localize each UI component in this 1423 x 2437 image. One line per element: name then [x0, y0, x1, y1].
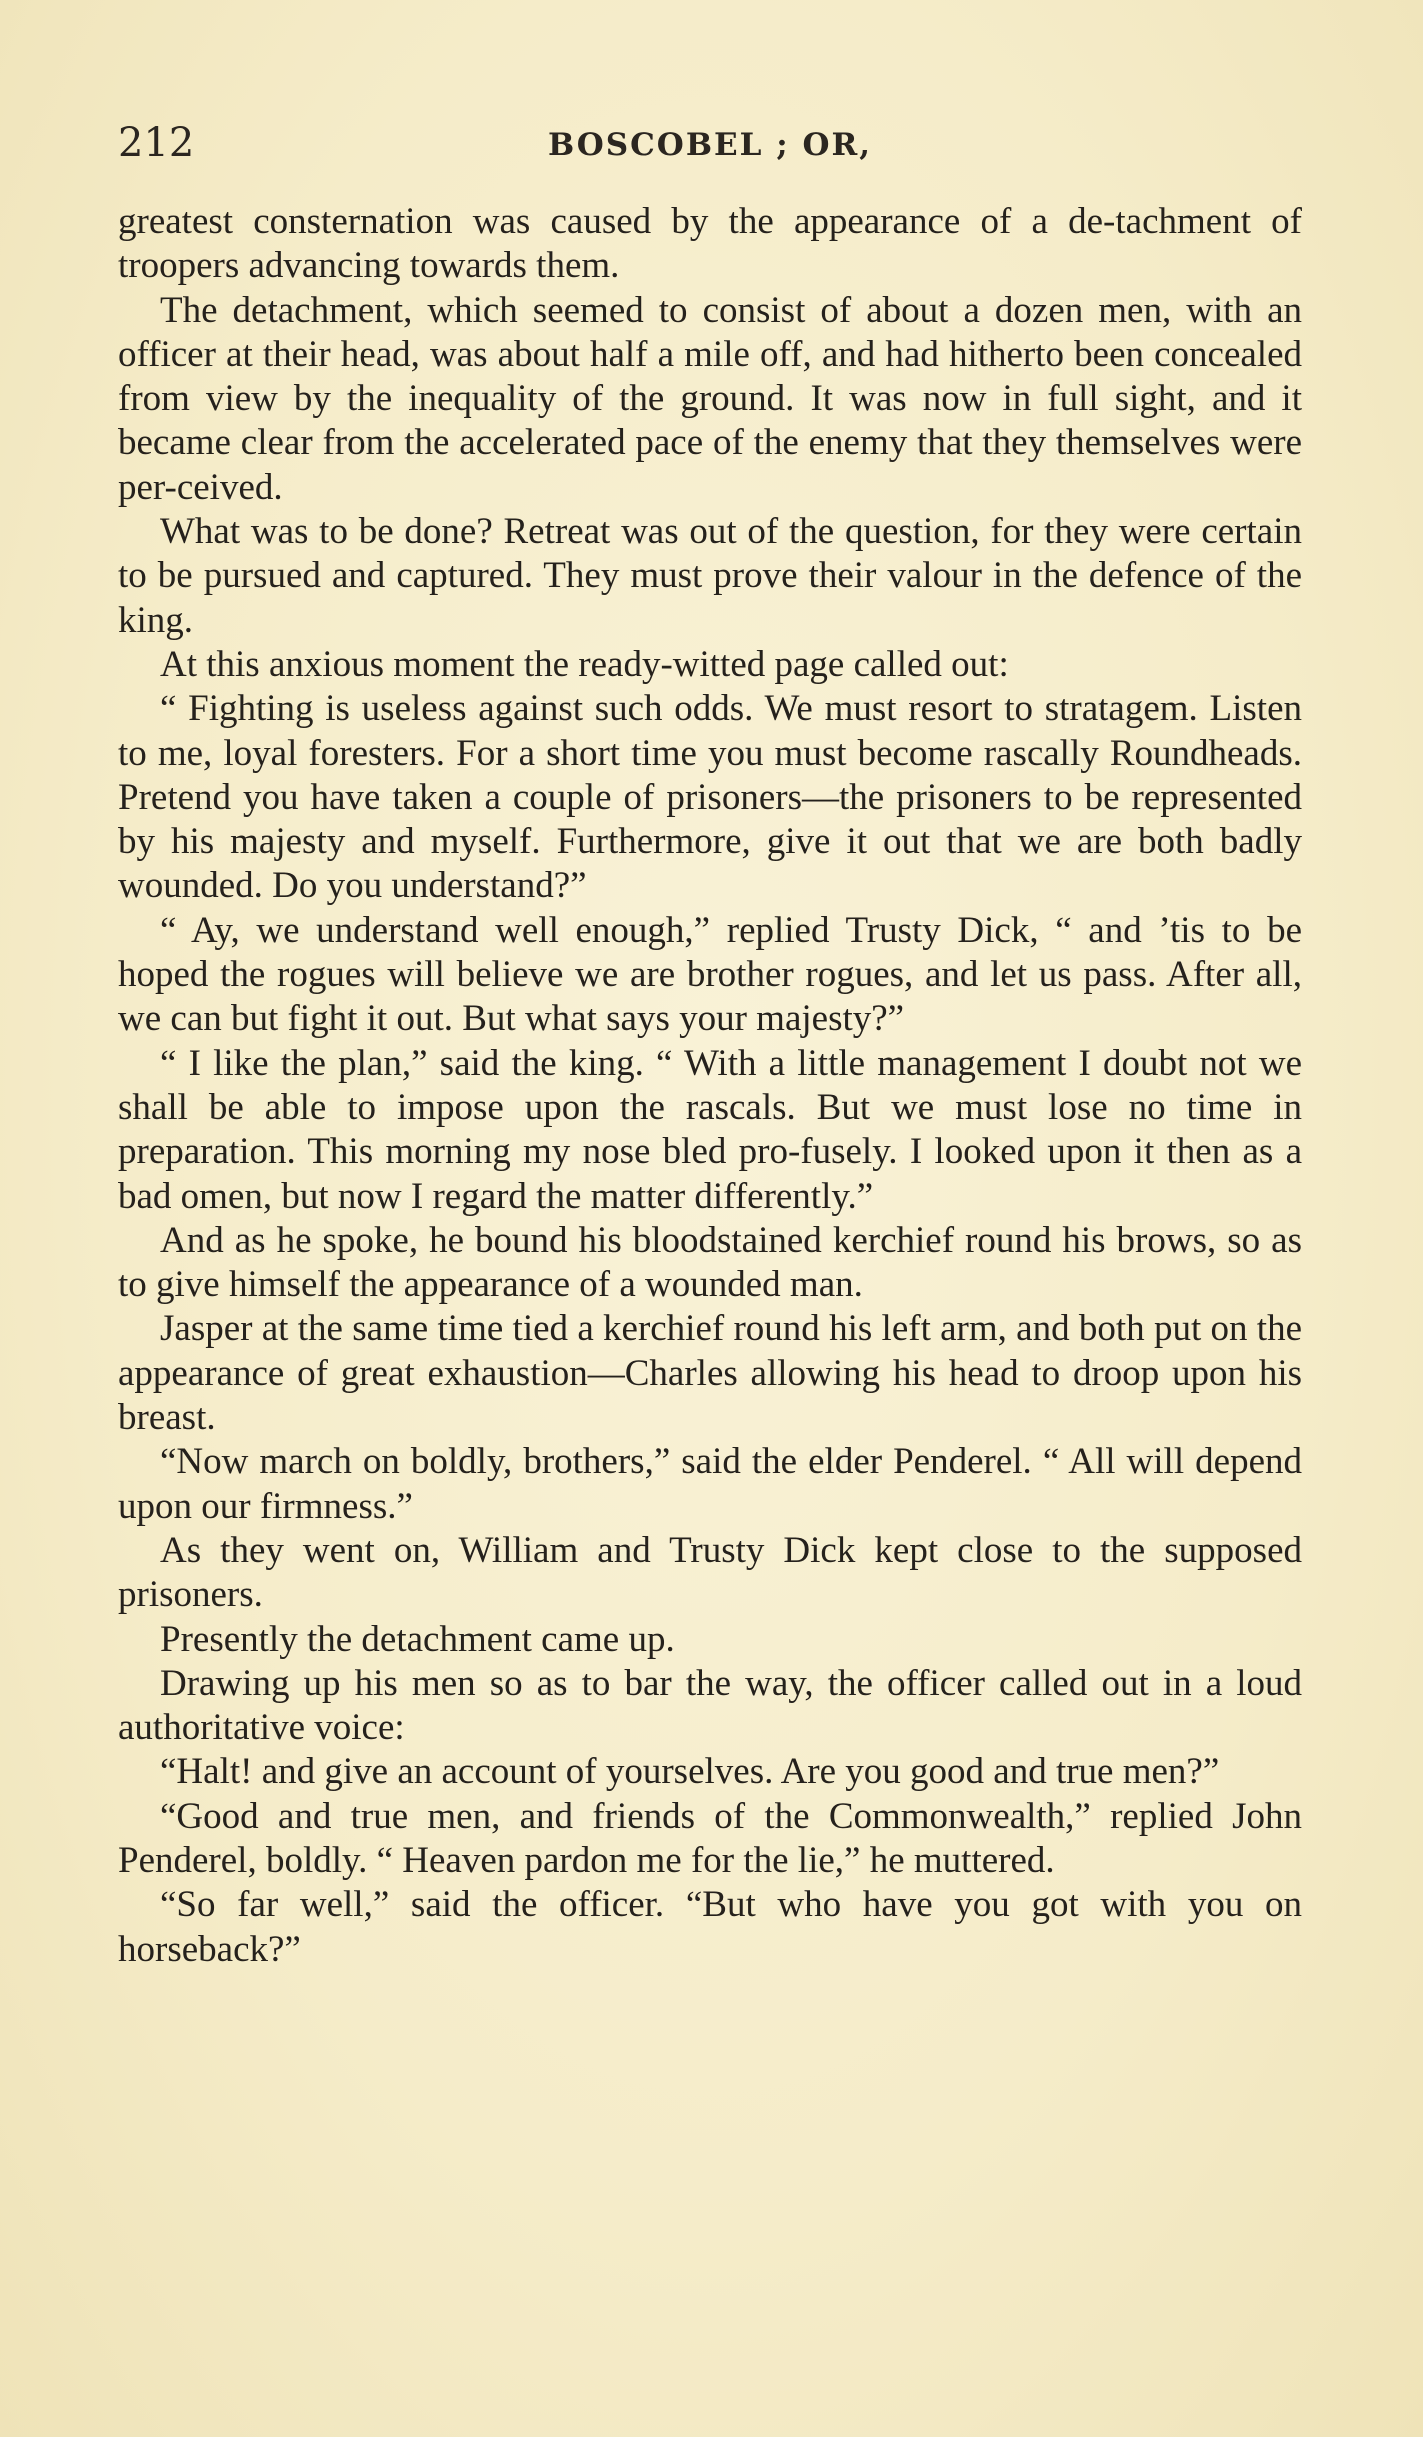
paragraph: “Halt! and give an account of yourselves. Are you good and true men?” — [160, 1751, 1220, 1793]
paragraph: At this anxious moment the ready-witted page called out: — [160, 643, 1009, 685]
body-text — [118, 200, 1302, 1972]
paragraph: “ Ay, we understand well enough,” replied Trusty Dick, “ and ’tis to be hoped the rogues will believe we are brother rogues, and let us pass. After all, we can but fight it out. But what says your majesty?” — [118, 909, 1302, 1040]
paragraph: Presently the detachment came up. — [160, 1618, 675, 1660]
paragraph: “So far well,” said the officer. “But who have you got with you on horseback?” — [118, 1884, 1302, 1970]
paragraph: greatest consternation was caused by the appearance of a de-tachment of troopers advancing towards them. — [118, 201, 1302, 287]
running-head: BOSCOBEL ; OR, — [547, 127, 873, 163]
paragraph: Drawing up his men so as to bar the way, the officer called out in a loud authoritative voice: — [118, 1662, 1302, 1749]
paragraph: Jasper at the same time tied a kerchief round his left arm, and both put on the appearance of great exhaustion—Charles allowing his head to droop upon his breast. — [118, 1308, 1302, 1439]
paragraph: What was to be done? Retreat was out of the question, for they were certain to be pursued and captured. They must prove their valour in the defence of the king. — [118, 511, 1302, 641]
page-header — [118, 118, 1302, 168]
paragraph: “Now march on boldly, brothers,” said the elder Penderel. “ All will depend upon our firmness.” — [118, 1441, 1302, 1527]
paragraph: As they went on, William and Trusty Dick kept close to the supposed prisoners. — [118, 1529, 1302, 1616]
paragraph: “ Fighting is useless against such odds. We must resort to stratagem. Listen to me, loyal foresters. For a short time you must become rascally Roundheads. Pretend you have taken a couple of prisoners—the prisoners to be represented by his majesty and myself. Furthermore, give it out that we are both badly wounded. Do you understand?” — [118, 688, 1302, 907]
paragraph: “Good and true men, and friends of the Commonwealth,” replied John Penderel, boldly. “ Heaven pardon me for the lie,” he muttered. — [118, 1795, 1302, 1881]
paragraph: The detachment, which seemed to consist of about a dozen men, with an officer at their head, was about half a mile off, and had hitherto been concealed from view by the inequality of the ground. It was now in full sight, and it became clear from the accelerated pace of the enemy that they themselves were per-ceived. — [118, 289, 1302, 508]
page-number: 212 — [118, 120, 195, 166]
paragraph: “ I like the plan,” said the king. “ With a little management I doubt not we shall be able to impose upon the rascals. But we must lose no time in preparation. This morning my nose bled pro-fusely. I looked upon it then as a bad omen, but now I regard the matter differently.” — [118, 1042, 1302, 1217]
paragraph: And as he spoke, he bound his bloodstained kerchief round his brows, so as to give himself the appearance of a wounded man. — [118, 1219, 1302, 1306]
